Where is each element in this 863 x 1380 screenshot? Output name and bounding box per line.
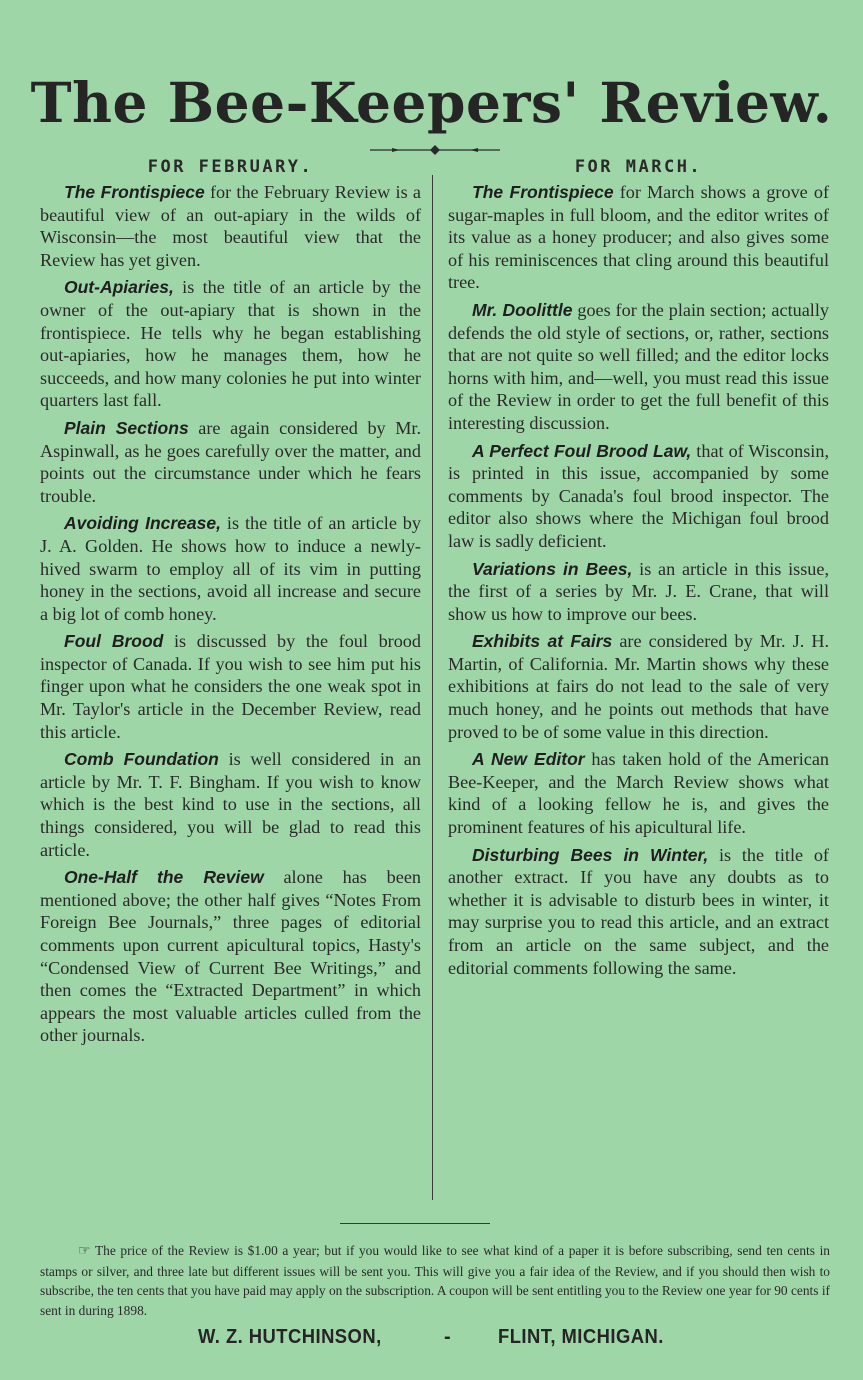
paragraph-text: that of Wisconsin, is printed in this issue, accompanied by some comments by Canada's foul brood inspector. The editor also shows where the Michigan foul brood law is sadly deficient. (448, 440, 829, 551)
paragraph-lead: Plain Sections (64, 417, 189, 438)
notice-text: The price of the Review is $1.00 a year; but if you would like to see what kind of a paper it is before subscribing, send ten cents in stamps or silver, and three late but different issues will be sent you. This will give you a fair idea of the Review, and if you should then wish to subscribe, the ten cents that you have paid may apply on the subscription. A coupon will be sent entitling you to the Review one year for 90 cents if sent in during 1898. (40, 1243, 830, 1318)
paragraph-lead: Out-Apiaries, (64, 277, 174, 298)
page-title: The Bee-Keepers' Review. (30, 70, 833, 135)
column-heading: FOR MARCH. (574, 157, 703, 177)
paragraph (40, 276, 421, 412)
paragraph-lead: Comb Foundation (64, 749, 219, 770)
paragraph-lead: Exhibits at Fairs (472, 631, 613, 652)
paragraph (40, 181, 421, 271)
paragraph-text: for the February Review is a beautiful view of an out-apiary in the wilds of Wisconsin—the most beautiful view that the Review has yet given. (40, 182, 421, 270)
column-divider (432, 175, 433, 1200)
paragraph-text: alone has been mentioned above; the other half gives “Notes From Foreign Bee Journals,” three pages of editorial comments upon current apicultural topics, Hasty's “Condensed View of Current Bee Writings,” and then comes the “Extracted Department” in which appears the most valuable articles culled from the other journals. (40, 867, 421, 1046)
publisher-name: W. Z. HUTCHINSON, (198, 1326, 382, 1348)
paragraph-lead: A Perfect Foul Brood Law, (472, 440, 692, 461)
paragraph-lead: One-Half the Review (64, 867, 264, 888)
paragraph (448, 440, 829, 553)
column-february (40, 156, 421, 1052)
paragraph-text: has taken hold of the American Bee-Keeper, and the March Review shows what kind of a looking fellow he is, and gives the prominent features of his apicultural life. (448, 749, 829, 838)
paragraph-text: is the title of another extract. If you have any doubts as to whether it is advisable to disturb bees in winter, it may surprise you to read this article, and an extract from an article on the same subject, and the editorial comments following the same. (448, 844, 829, 978)
paragraph (448, 748, 829, 838)
paragraph-text: are considered by Mr. J. H. Martin, of California. Mr. Martin shows why these exhibitions at fairs do not lead to the sale of very much honey, and he points out methods that have proved to be of some value in this direction. (448, 631, 830, 742)
paragraph-lead: Foul Brood (64, 631, 164, 652)
ornament-divider-icon (370, 144, 500, 156)
paragraph (448, 299, 829, 435)
paragraph-text: are again considered by Mr. Aspinwall, as he goes carefully over the matter, and points out the circumstance under which he fears trouble. (40, 417, 422, 506)
paragraph-text: is the title of an article by J. A. Golden. He shows how to induce a newly-hived swarm to employ all of its vim in putting honey in the sections, avoid all increase and secure a big lot of comb honey. (40, 513, 421, 624)
paragraph (448, 844, 829, 980)
paragraph-lead: Mr. Doolittle (472, 299, 573, 320)
paragraph (40, 417, 421, 507)
paragraph (448, 630, 829, 743)
paragraph-lead: The Frontispiece (472, 182, 614, 202)
subscription-notice (40, 1241, 830, 1320)
publisher-place: FLINT, MICHIGAN. (498, 1326, 664, 1348)
paragraph (448, 558, 829, 626)
paragraph (40, 630, 421, 743)
column-march (448, 156, 829, 984)
publisher-footer (0, 1322, 863, 1356)
paragraph (40, 512, 421, 625)
column-heading: FOR FEBRUARY. (147, 157, 314, 177)
paragraph (40, 748, 421, 861)
paragraph-lead: Variations in Bees, (472, 558, 633, 579)
paragraph-text: is an article in this issue, the first of a series by Mr. J. E. Crane, that will show us how to improve our bees. (448, 558, 830, 624)
paragraph-text: is discussed by the foul brood inspector of Canada. If you wish to see him put his finger upon what he considers the one weak spot in Mr. Taylor's article in the December Review, read this article. (40, 631, 421, 742)
paragraph (448, 181, 829, 294)
paragraph (40, 866, 421, 1047)
paragraph-lead: The Frontispiece (64, 182, 205, 202)
paragraph-lead: Avoiding Increase, (64, 513, 221, 534)
pointing-hand-icon: ☞ (78, 1244, 91, 1260)
paragraph-text: goes for the plain section; actually defends the old style of sections, or, rather, sections that are not quite so well filled; and the editor locks horns with him, and—well, you must read this issue of the Review in order to get the full benefit of this interesting discussion. (448, 299, 829, 433)
paragraph-text: for March shows a grove of sugar-maples in full bloom, and the editor writes of its value as a honey producer; and also gives some of his reminiscences that cling around this beautiful tree. (448, 182, 829, 293)
footer-separator: - (444, 1326, 452, 1348)
paragraph-text: is well considered in an article by Mr. T. F. Bingham. If you wish to know which is the best kind to use in the sections, all things considered, you will be glad to read this article. (40, 749, 421, 860)
paragraph-text: is the title of an article by the owner of the out-apiary that is shown in the frontispiece. He tells why he began establishing out-apiaries, how he manages them, how he succeeds, and how many colonies he put into winter quarters last fall. (40, 277, 421, 411)
paragraph-lead: A New Editor (472, 749, 585, 770)
notice-rule (340, 1223, 490, 1224)
paragraph-lead: Disturbing Bees in Winter, (472, 844, 709, 865)
